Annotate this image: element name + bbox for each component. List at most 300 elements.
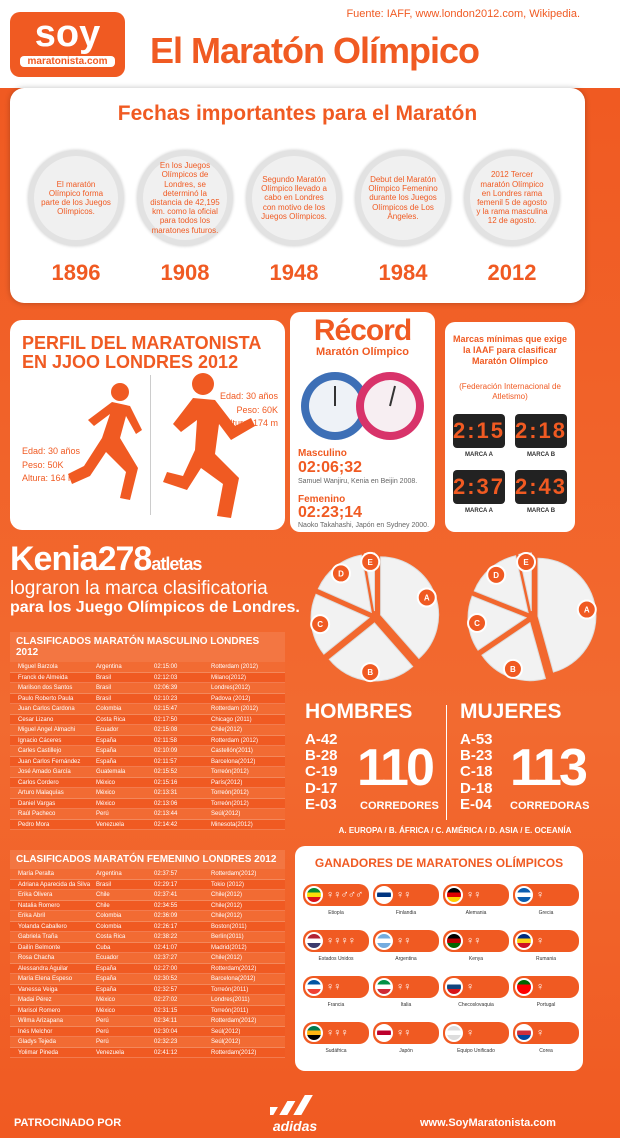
kenia-line3: para los Juego Olímpicos de Londres. — [10, 598, 300, 616]
table-cell: Carles Castillejo — [18, 748, 62, 754]
women-table-title: CLASIFICADOS MARATÓN FEMENINO LONDRES 2012 — [10, 850, 285, 869]
men-total: 110 — [357, 739, 432, 797]
male-mark-a-label: MARCA A — [465, 452, 493, 458]
table-cell: Londres(2011) — [211, 997, 250, 1003]
table-cell: Madai Pérez — [18, 997, 52, 1003]
table-cell: Marisol Romero — [18, 1007, 61, 1014]
flag-icon — [445, 978, 463, 996]
table-cell: España — [96, 976, 117, 982]
medalist-icons: ♀♀♀♀ — [326, 935, 355, 947]
table-cell: 02:37:41 — [154, 892, 178, 898]
female-mark-a-label: MARCA A — [465, 508, 493, 514]
medalist-icons: ♀♀ — [396, 1027, 411, 1039]
female-stats: Edad: 30 años Peso: 50K Altura: 164 m — [22, 446, 81, 483]
table-cell: Miguel Barzola — [18, 664, 58, 670]
record-female-time: 02:23;14 — [298, 504, 363, 521]
country-name: Checoslovaquia — [458, 1002, 494, 1008]
flag-icon — [305, 932, 323, 950]
table-cell: Perú — [96, 1018, 109, 1024]
men-label: CORREDORES — [360, 800, 439, 812]
winner-country — [303, 884, 369, 906]
table-cell: Alessandra Aguilar — [18, 965, 69, 972]
table-cell: Castellón(2011) — [211, 748, 253, 754]
medalist-icons: ♀ — [536, 981, 544, 993]
continent-count: C-18 — [460, 763, 493, 781]
winner-country — [513, 976, 579, 998]
pie-label: D — [338, 569, 344, 579]
table-cell: México — [96, 800, 116, 807]
table-cell: Milano(2012) — [211, 674, 247, 681]
table-cell: Seúl(2012) — [211, 1028, 241, 1035]
table-row — [10, 1048, 285, 1059]
kenia-count: 278 — [97, 540, 152, 578]
table-cell: Perú — [96, 811, 109, 817]
country-name: Japón — [399, 1048, 413, 1054]
table-cell: México — [96, 790, 116, 796]
table-cell: Torreón(2012) — [211, 790, 249, 796]
date-year: 1908 — [160, 260, 210, 285]
continent-count: B-28 — [305, 747, 338, 765]
table-cell: Juan Carlos Cardona — [18, 706, 75, 712]
table-cell: 02:10:23 — [154, 695, 178, 702]
divider — [150, 375, 151, 515]
table-cell: México — [96, 1007, 116, 1014]
profile-title-line1: PERFIL DEL MARATONISTA — [22, 333, 262, 353]
country-name: Equipo Unificado — [457, 1048, 495, 1054]
flag-icon — [305, 978, 323, 996]
medalist-icons: ♀ — [536, 889, 544, 901]
winner-country — [373, 884, 439, 906]
table-cell: Guatemala — [96, 769, 126, 775]
table-cell: Chile(2012) — [211, 892, 243, 898]
table-cell: Rosa Chacha — [18, 955, 55, 961]
table-cell: Minesota(2012) — [211, 821, 253, 828]
table-cell: Chile(2012) — [211, 955, 243, 961]
record-female-note: Naoko Takahashi, Japón en Sydney 2000. — [298, 522, 430, 529]
table-cell: 02:30:52 — [154, 976, 178, 982]
table-cell: España — [96, 986, 117, 993]
table-cell: Erika Abril — [18, 913, 46, 919]
medalist-icons: ♀♀ — [396, 889, 411, 901]
table-row — [10, 757, 285, 768]
table-cell: Torreón(2012) — [211, 800, 249, 807]
logo[interactable] — [10, 12, 125, 77]
record-male-time: 02:06;32 — [298, 459, 363, 476]
table-row — [10, 880, 285, 891]
continent-count: A-42 — [305, 731, 338, 748]
table-cell: Rotterdam(2012) — [211, 1018, 257, 1024]
table-row — [10, 1037, 285, 1048]
table-row — [10, 922, 285, 933]
flag-icon — [445, 932, 463, 950]
table-cell: Madrid(2012) — [211, 944, 247, 951]
table-row — [10, 1016, 285, 1027]
table-cell: Adriana Aparecida da Silva — [18, 881, 91, 888]
table-row — [10, 673, 285, 684]
winner-country — [303, 930, 369, 952]
table-cell: Rotterdam (2012) — [211, 664, 259, 670]
flag-icon — [515, 932, 533, 950]
table-cell: Venezuela — [96, 1049, 125, 1056]
pie-label: B — [510, 664, 516, 674]
table-cell: Gladys Tejeda — [18, 1039, 56, 1045]
table-cell: Daniel Vargas — [18, 800, 56, 807]
winner-country — [443, 930, 509, 952]
winners-title: GANADORES DE MARATONES OLÍMPICOS — [314, 856, 564, 870]
winner-country — [443, 976, 509, 998]
table-row — [10, 778, 285, 789]
table-cell: Venezuela — [96, 821, 125, 828]
winner-country — [513, 884, 579, 906]
table-cell: 02:32:57 — [154, 986, 178, 993]
women-table — [10, 850, 285, 1058]
table-cell: 02:12:03 — [154, 674, 178, 681]
table-cell: Dailín Belmonte — [18, 944, 61, 951]
winner-country — [443, 884, 509, 906]
country-name: Estados Unidos — [318, 956, 354, 962]
medalist-icons: ♀♀ — [466, 935, 481, 947]
table-cell: Seúl(2012) — [211, 811, 241, 817]
table-cell: 02:27:02 — [154, 997, 178, 1003]
profile-title — [22, 334, 261, 372]
profile-title-line2: EN JJOO LONDRES 2012 — [22, 351, 239, 372]
medalist-icons: ♀♀ — [396, 981, 411, 993]
table-cell: 02:13:31 — [154, 790, 178, 796]
country-name: Francia — [327, 1002, 345, 1008]
marks-panel — [445, 322, 575, 532]
date-gear: Segundo Maratón Olímpico llevado a cabo en Londres con motivo de los Juegos Olímpicos. — [246, 150, 342, 246]
header — [0, 0, 620, 90]
table-cell: Brasil — [96, 881, 112, 888]
medalist-icons: ♀ — [536, 935, 544, 947]
table-cell: María Elena Espeso — [18, 976, 73, 982]
table-cell: Carlos Cordero — [18, 779, 59, 786]
country-name: Corea — [539, 1048, 553, 1054]
continent-count: C-19 — [305, 763, 338, 781]
table-row — [10, 964, 285, 975]
flag-icon — [445, 1024, 463, 1042]
record-title: Récord — [313, 314, 412, 347]
country-name: Argentina — [395, 956, 417, 962]
male-stats: Edad: 30 años Peso: 60K Altura: 174 m — [220, 391, 279, 428]
winner-country — [513, 930, 579, 952]
table-cell: España — [96, 758, 117, 765]
table-cell: Padova (2012) — [211, 695, 251, 702]
men-title: HOMBRES — [305, 700, 413, 723]
pie-label: C — [317, 620, 324, 630]
table-cell: Chile(2012) — [211, 913, 243, 919]
table-cell: México — [96, 779, 116, 786]
pie-label: A — [583, 605, 590, 615]
table-cell: Colombia — [96, 913, 122, 919]
table-cell: Rotterdam(2012) — [211, 965, 257, 972]
table-row — [10, 953, 285, 964]
table-cell: 02:26:17 — [154, 923, 178, 930]
table-cell: Boston(2011) — [211, 923, 247, 930]
flag-icon — [375, 932, 393, 950]
table-cell: Yolimar Pineda — [18, 1049, 59, 1056]
table-row — [10, 662, 285, 673]
flag-icon — [515, 886, 533, 904]
table-cell: Miguel Angel Almachi — [18, 727, 76, 733]
table-cell: Torreón(2012) — [211, 769, 249, 775]
winner-country — [373, 930, 439, 952]
logo-top: soy — [34, 13, 101, 55]
winner-country — [373, 976, 439, 998]
table-cell: Tokio (2012) — [211, 881, 245, 888]
table-cell: Colombia — [96, 923, 122, 930]
country-name: Grecia — [538, 910, 554, 916]
table-cell: Barcelona(2012) — [211, 758, 256, 765]
country-name: Portugal — [536, 1002, 556, 1008]
date-year: 1896 — [51, 260, 101, 285]
country-name: Sudáfrica — [325, 1048, 347, 1054]
male-mark-a: 2:15 — [453, 414, 505, 448]
table-cell: 02:34:55 — [154, 902, 178, 909]
table-cell: 02:17:50 — [154, 716, 178, 723]
table-cell: Brasil — [96, 674, 112, 681]
table-cell: España — [96, 965, 117, 972]
table-cell: México — [96, 997, 116, 1003]
country-name: Etiopía — [328, 910, 344, 916]
women-label: CORREDORAS — [510, 800, 590, 812]
table-row — [10, 767, 285, 778]
table-cell: España — [96, 748, 117, 754]
sponsor-text: PATROCINADO POR — [14, 1117, 122, 1129]
pie-label: E — [523, 558, 529, 568]
table-cell: Rotterdam(2012) — [211, 871, 257, 877]
pie-label: A — [423, 593, 430, 603]
continent-count: A-53 — [460, 731, 493, 748]
table-cell: Barcelona(2012) — [211, 976, 256, 982]
pie-label: B — [367, 668, 374, 678]
table-row — [10, 901, 285, 912]
table-cell: Chile — [96, 892, 110, 898]
table-row — [10, 1006, 285, 1017]
divider — [446, 705, 447, 820]
table-row — [10, 683, 285, 694]
table-row — [10, 799, 285, 810]
table-cell: 02:34:11 — [154, 1018, 177, 1024]
men-table-title: CLASIFICADOS MARATÓN MASCULINO LONDRES 2012 — [10, 632, 285, 662]
dates-panel — [10, 88, 585, 303]
medalist-icons: ♀♀ — [326, 981, 341, 993]
table-cell: España — [96, 737, 117, 744]
continent-count: E-04 — [460, 795, 492, 813]
table-cell: Costa Rica — [96, 716, 126, 723]
continent-legend: A. EUROPA / B. ÁFRICA / C. AMÉRICA / D. ASIA / E. OCEANÍA — [338, 826, 572, 835]
table-row — [10, 985, 285, 996]
medalist-icons: ♀♀ — [466, 889, 481, 901]
table-cell: 02:06:39 — [154, 685, 178, 691]
marks-title: Marcas mínimas que exige la IAAF para clasificar Maratón Olímpico — [452, 334, 568, 366]
flag-icon — [305, 1024, 323, 1042]
table-cell: 02:36:09 — [154, 913, 178, 919]
table-cell: Chile(2012) — [211, 727, 243, 733]
table-cell: 02:15:47 — [154, 706, 178, 712]
continent-count: D-18 — [460, 779, 493, 797]
country-name: Alemania — [465, 910, 487, 916]
record-subtitle: Maratón Olímpico — [316, 346, 409, 358]
stopwatch-icon — [295, 364, 430, 444]
table-cell: Torreón(2011) — [211, 1007, 249, 1014]
continent-pies — [300, 545, 610, 695]
flag-icon — [375, 978, 393, 996]
kenia-headline — [10, 540, 300, 617]
table-row — [10, 943, 285, 954]
continent-count: B-23 — [460, 747, 493, 765]
women-summary — [460, 700, 590, 813]
table-cell: Franck de Almeida — [18, 674, 68, 681]
winner-country — [513, 1022, 579, 1044]
table-cell: 02:37:27 — [154, 955, 178, 961]
table-cell: Wilma Arizapana — [18, 1018, 64, 1024]
table-cell: Ecuador — [96, 955, 119, 961]
table-row — [10, 809, 285, 820]
date-gear: En los Juegos Olímpicos de Londres, se determinó la distancia de 42,195 km. como la oficial para todos los maratones futuros. — [137, 150, 233, 246]
table-row — [10, 911, 285, 922]
table-cell: Rotterdam(2012) — [211, 1049, 257, 1056]
table-row — [10, 932, 285, 943]
date-year: 2012 — [487, 260, 537, 285]
table-cell: 02:11:57 — [154, 758, 177, 765]
record-male-label: Masculino — [298, 448, 347, 459]
table-cell: María Peralta — [18, 871, 55, 877]
table-cell: Seúl(2012) — [211, 1039, 241, 1045]
winner-country — [373, 1022, 439, 1044]
page-title: El Maratón Olímpico — [150, 30, 480, 71]
medalist-icons: ♀♀ — [396, 935, 411, 947]
profile-panel — [10, 320, 285, 530]
table-cell: Vanessa Veiga — [18, 986, 58, 993]
flag-icon — [445, 886, 463, 904]
women-total: 113 — [510, 739, 585, 797]
kenia-unit: atletas — [151, 554, 202, 574]
table-cell: 02:29:17 — [154, 881, 178, 888]
table-cell: Marilson dos Santos — [18, 685, 73, 691]
table-row — [10, 1027, 285, 1038]
table-row — [10, 694, 285, 705]
medalist-icons: ♀♀♂♂♂ — [326, 889, 363, 901]
table-row — [10, 869, 285, 880]
table-cell: 02:32:23 — [154, 1039, 178, 1045]
continent-count: D-17 — [305, 779, 338, 797]
table-cell: 02:15:52 — [154, 769, 178, 775]
table-cell: 02:15:08 — [154, 727, 178, 733]
country-name: Finlandia — [395, 910, 417, 916]
flag-icon — [515, 978, 533, 996]
adidas-logo[interactable] — [260, 1093, 330, 1134]
continent-count: E-03 — [305, 795, 337, 813]
source-text: Fuente: IAFF, www.london2012.com, Wikipedia. — [346, 8, 580, 20]
table-cell: Perú — [96, 1028, 109, 1035]
table-cell: 02:13:44 — [154, 811, 178, 817]
men-table — [10, 632, 285, 830]
table-cell: Cesar Lizano — [18, 716, 54, 723]
table-row — [10, 788, 285, 799]
table-cell: 02:13:06 — [154, 800, 178, 807]
table-cell: 02:41:12 — [154, 1049, 178, 1056]
date-gear: El maratón Olímpico forma parte de los Juegos Olímpicos. — [28, 150, 124, 246]
adidas-stripes-icon — [270, 1093, 320, 1115]
table-cell: Rotterdam (2012) — [211, 737, 259, 744]
dates-title: Fechas importantes para el Maratón — [117, 102, 478, 125]
table-cell: Costa Rica — [96, 934, 126, 940]
date-year: 1984 — [378, 260, 428, 285]
table-cell: 02:30:04 — [154, 1028, 178, 1035]
table-row — [10, 746, 285, 757]
table-cell: 02:14:42 — [154, 821, 178, 828]
table-row — [10, 715, 285, 726]
winners-panel — [295, 846, 583, 1071]
date-gear: 2012 Tercer maratón Olímpico en Londres rama femenil 5 de agosto y la rama masculina 12 de agosto. — [464, 150, 560, 246]
table-row — [10, 725, 285, 736]
country-name: Rumania — [535, 956, 556, 962]
table-cell: Perú — [96, 1039, 109, 1045]
female-mark-a: 2:37 — [453, 470, 505, 504]
table-cell: Argentina — [96, 871, 122, 877]
winner-country — [303, 976, 369, 998]
table-cell: Cuba — [96, 944, 111, 951]
men-summary — [305, 700, 439, 813]
table-row — [10, 704, 285, 715]
table-cell: Erika Olivera — [18, 892, 53, 898]
table-row — [10, 820, 285, 831]
flag-icon — [305, 886, 323, 904]
winner-country — [303, 1022, 369, 1044]
table-cell: Pedro Mora — [18, 821, 50, 828]
medalist-icons: ♀♀♀ — [326, 1027, 348, 1039]
country-name: Italia — [400, 1002, 412, 1008]
table-cell: Chile — [96, 902, 110, 909]
table-cell: Raúl Pacheco — [18, 811, 56, 817]
table-cell: Chile(2012) — [211, 902, 243, 909]
country-name: Kenya — [468, 956, 484, 962]
pie-label: E — [367, 557, 373, 567]
table-cell: 02:10:09 — [154, 748, 178, 754]
marks-subtitle: (Federación Internacional de Atletismo) — [459, 382, 561, 402]
table-cell: Argentina — [96, 664, 122, 670]
flag-icon — [375, 1024, 393, 1042]
site-link[interactable]: www.SoyMaratonista.com — [420, 1117, 556, 1129]
table-cell: Brasil — [96, 695, 112, 702]
table-cell: Natalia Romero — [18, 902, 60, 909]
medalist-icons: ♀ — [466, 1027, 474, 1039]
logo-bottom: maratonista.com — [20, 56, 115, 67]
table-cell: Rotterdam (2012) — [211, 706, 259, 712]
table-cell: 02:38:22 — [154, 934, 178, 940]
table-cell: Ignacio Cáceres — [18, 737, 62, 744]
male-mark-b-label: MARCA B — [526, 452, 556, 458]
record-panel — [290, 312, 435, 532]
table-cell: Paulo Roberto Paula — [18, 695, 74, 702]
table-cell: 02:11:58 — [154, 737, 177, 744]
table-cell: Gabriela Traña — [18, 934, 58, 940]
table-cell: Chicago (2011) — [211, 716, 252, 723]
brand-name: adidas — [272, 1118, 318, 1134]
female-mark-b-label: MARCA B — [526, 508, 556, 514]
flag-icon — [375, 886, 393, 904]
table-cell: 02:27:00 — [154, 965, 178, 972]
kenia-line2: lograron la marca clasificatoria — [10, 578, 268, 599]
medalist-icons: ♀ — [466, 981, 474, 993]
table-cell: José Amado García — [18, 769, 71, 775]
table-cell: Torreón(2011) — [211, 986, 249, 993]
table-row — [10, 974, 285, 985]
male-mark-b: 2:18 — [515, 414, 567, 448]
table-cell: 02:15:16 — [154, 779, 178, 786]
pie-label: D — [493, 570, 500, 580]
